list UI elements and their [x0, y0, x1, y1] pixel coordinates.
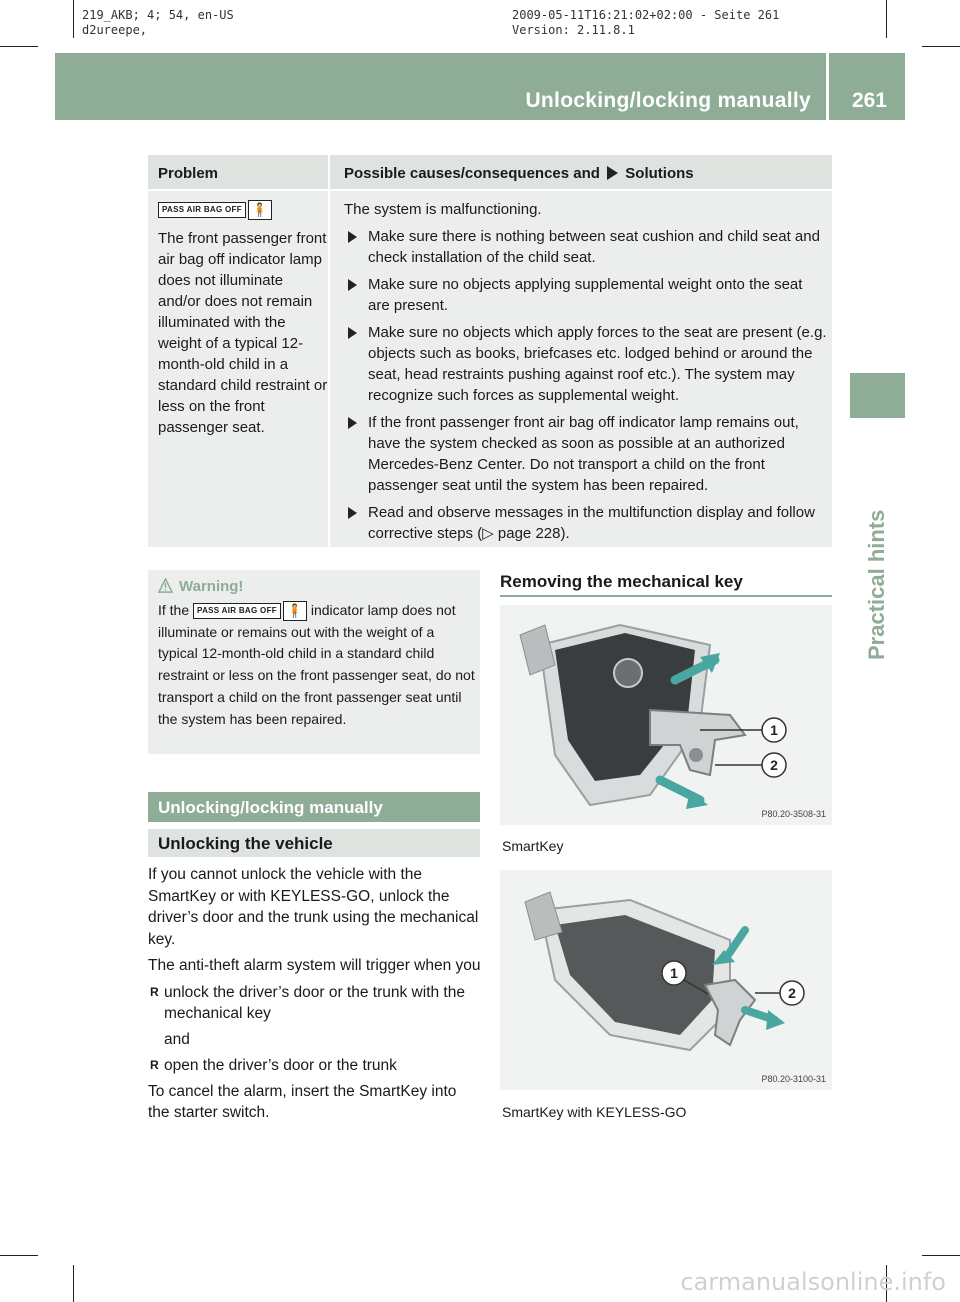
troubleshooting-table [148, 155, 832, 547]
subsection-heading [148, 829, 480, 857]
bullet-item: R unlock the driver’s door or the trunk with the mechanical key [148, 982, 482, 1025]
smartkey-keyless-go-figure [500, 870, 832, 1090]
callout-1: 1 [670, 965, 678, 981]
warning-text [158, 600, 476, 730]
sidebar-tab-marker [850, 373, 905, 418]
arrow-icon [348, 231, 357, 243]
column-header-problem: Problem [158, 165, 219, 182]
section-heading-text: Unlocking/locking manually [158, 798, 383, 817]
seat-occupant-icon: 🧍 [283, 601, 307, 621]
crop-mark [0, 1255, 38, 1256]
print-header-left-line2: d2ureepe, [82, 23, 148, 37]
solution-step-text: Make sure no objects which apply forces to the seat are present (e.g. objects such as books, briefcases etc. lodged behind or around the seat, head restraints pushing against roof etc.). The system may recognize such forces as supplemental weight. [368, 324, 827, 404]
print-header-left-line1: 219_AKB; 4; 54, en-US [82, 8, 234, 22]
heading-rule [500, 595, 832, 597]
solution-step-text: If the front passenger front air bag off indicator lamp remains out, have the system checked as soon as possible at an authorized Mercedes-Benz Center. Do not transport a child on the front passenger seat until the system has been repaired. [368, 414, 799, 494]
column-header-solutions-text: Solutions [625, 165, 694, 182]
solution-step [344, 412, 828, 496]
solutions-cell [344, 199, 828, 544]
solution-step-text: Read and observe messages in the multifunction display and follow corrective steps (▷ page 228). [368, 504, 815, 542]
crop-mark [922, 46, 960, 47]
crop-mark [73, 1265, 74, 1302]
solution-step [344, 502, 828, 544]
table-column-divider [328, 155, 330, 547]
arrow-icon [348, 507, 357, 519]
arrow-icon [348, 417, 357, 429]
warning-title [158, 578, 243, 595]
bullet-connector: and [164, 1030, 190, 1048]
section-heading [148, 792, 480, 822]
column-header-causes-text: Possible causes/consequences and [344, 165, 600, 182]
solution-step [344, 226, 828, 268]
crop-mark [886, 0, 887, 38]
section-body [148, 864, 482, 1124]
callout-1: 1 [770, 722, 778, 738]
figure-caption: SmartKey [502, 838, 564, 854]
page-title: Unlocking/locking manually [525, 89, 811, 112]
callout-2: 2 [770, 757, 778, 773]
arrow-icon [607, 166, 618, 180]
callout-2: 2 [788, 985, 796, 1001]
pass-air-bag-off-icon: PASS AIR BAG OFF [193, 603, 281, 619]
print-header-right [512, 8, 779, 38]
warning-text-end: indicator lamp does not illuminate or remains out with the weight of a typical 12-month-old child in a standard child restraint or less on the front passenger seat, do not transport a child on the front passenger seat until the system has been repaired. [158, 602, 475, 727]
arrow-icon [348, 279, 357, 291]
indicator-symbols [158, 199, 328, 220]
solution-step [344, 274, 828, 316]
subsection-heading-text: Unlocking the vehicle [158, 834, 333, 853]
smartkey-keyless-go-illustration [500, 870, 832, 1090]
figure-caption: SmartKey with KEYLESS-GO [502, 1104, 687, 1120]
arrow-icon [348, 327, 357, 339]
paragraph: The anti-theft alarm system will trigger when you [148, 957, 481, 974]
paragraph: If you cannot unlock the vehicle with the SmartKey or with KEYLESS-GO, unlock the driver’s door and the trunk using the mechanical key. [148, 866, 479, 948]
sidebar-section-label: Practical hints [864, 509, 889, 660]
bullet-item: R open the driver’s door or the trunk [148, 1055, 482, 1077]
problem-description: The front passenger front air bag off indicator lamp does not illuminate and/or does not remain illuminated with the weight of a typical 12-month-old child in a standard child restraint or less on the front passenger seat. [158, 230, 328, 437]
page-header-band [55, 53, 905, 120]
print-header-right-line2: Version: 2.11.8.1 [512, 23, 635, 37]
paragraph: To cancel the alarm, insert the SmartKey into the starter switch. [148, 1082, 457, 1121]
solution-step-text: Make sure no objects applying supplemental weight onto the seat are present. [368, 276, 803, 314]
print-header-left [82, 8, 234, 38]
warning-box [148, 570, 480, 754]
sidebar-section [850, 420, 905, 660]
figure-code: P80.20-3508-31 [761, 809, 826, 819]
pass-air-bag-off-icon: PASS AIR BAG OFF [158, 202, 246, 218]
warning-title-text: Warning! [179, 578, 244, 595]
cause-text: The system is malfunctioning. [344, 201, 542, 218]
print-header-right-line1: 2009-05-11T16:21:02+02:00 - Seite 261 [512, 8, 780, 22]
table-row-divider [148, 189, 832, 191]
watermark: carmanualsonline.info [680, 1268, 946, 1296]
crop-mark [922, 1255, 960, 1256]
page-number: 261 [851, 89, 887, 112]
solution-step-text: Make sure there is nothing between seat cushion and child seat and check installation of the child seat. [368, 228, 820, 266]
seat-occupant-icon: 🧍 [248, 200, 272, 220]
warning-text-start: If the [158, 602, 190, 618]
right-section-heading: Removing the mechanical key [500, 572, 743, 591]
solution-step [344, 322, 828, 406]
column-header-solutions [344, 165, 694, 182]
smartkey-figure [500, 605, 832, 825]
crop-mark [0, 46, 38, 47]
header-divider [826, 53, 829, 120]
crop-mark [73, 0, 74, 38]
problem-cell [158, 199, 328, 438]
figure-code: P80.20-3100-31 [761, 1074, 826, 1084]
smartkey-illustration [500, 605, 832, 825]
warning-triangle-icon [158, 578, 173, 593]
